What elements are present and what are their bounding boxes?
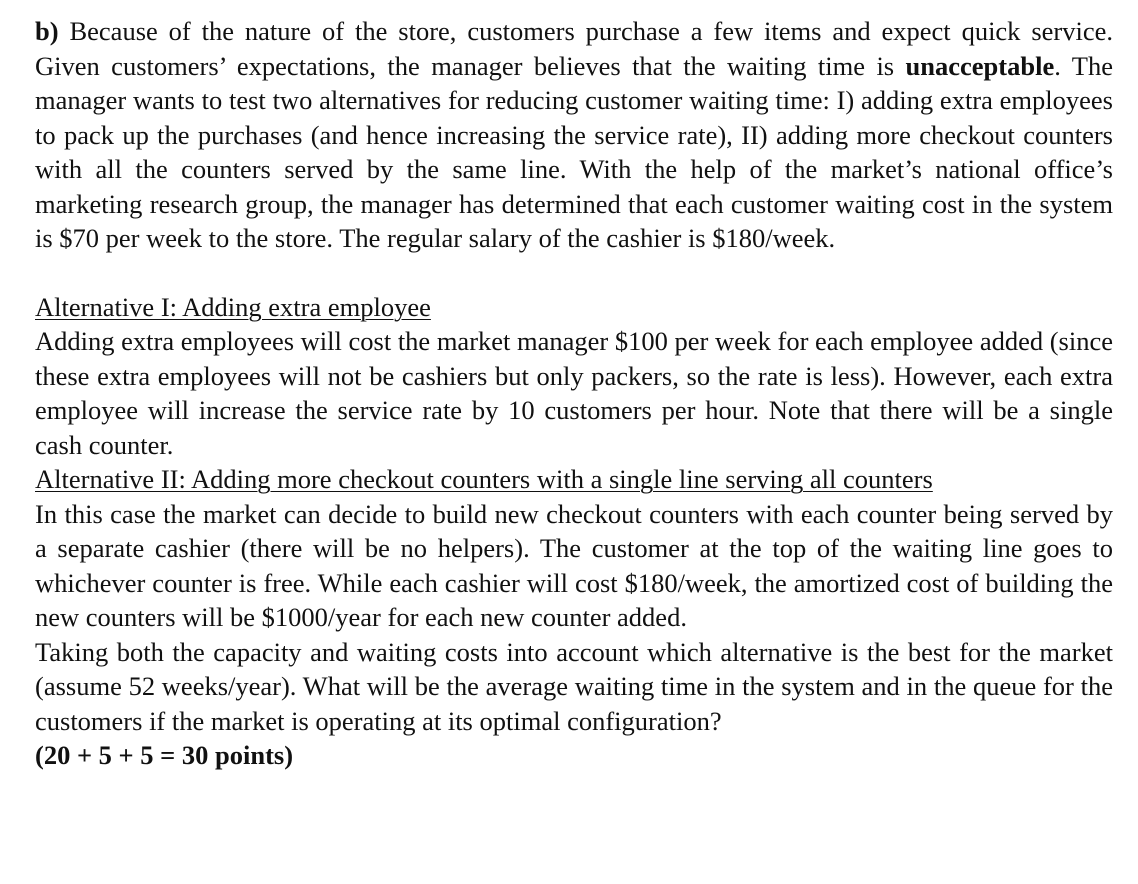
alternative-1-heading: Alternative I: Adding extra employee <box>35 291 431 322</box>
alternative-2-heading: Alternative II: Adding more checkout counters with a single line serving all counters <box>35 464 933 494</box>
question-points <box>35 738 1113 773</box>
alternative-2-body: In this case the market can decide to build new checkout counters with each counter being served by a separate cashier (there will be no helpers). The customer at the top of the waiting line goes to whichever counter is free. While each cashier will cost $180/week, the amortized cost of building the new counters will be $1000/year for each new counter added. <box>35 498 1113 632</box>
question-text: Taking both the capacity and waiting costs into account which alternative is the best for the market (assume 52 weeks/year). What will be the average waiting time in the system and in the queue for the customers if the market is operating at its optimal configuration? <box>35 636 1113 736</box>
part-b-intro: Because of the nature of the store, customers purchase a few items and expect quick service. Given customers’ expectations, the manager believes that the waiting time is <box>35 16 1113 81</box>
part-b-label: b) <box>35 16 59 46</box>
points-label: (20 + 5 + 5 = 30 points) <box>35 740 294 770</box>
document-body <box>35 14 1113 773</box>
alternative-1-body: Adding extra employees will cost the market manager $100 per week for each employee added (since these extra employees will not be cashiers but only packers, so the rate is less). However, each extra employee will increase the service rate by 10 customers per hour. Note that there will be a single cash counter. <box>35 326 1113 460</box>
part-b-paragraph <box>35 14 1113 256</box>
part-b-emphasis: unacceptable <box>905 50 1055 81</box>
paragraph-spacer <box>35 256 1113 290</box>
part-b-rest: . The manager wants to test two alternatives for reducing customer waiting time: I) adding extra employees to pack up the purchases (and hence increasing the service rate), II) adding more checkout counters with all the counters served by the same line. With the help of the market’s national office’s marketing research group, the manager has determined that each customer waiting cost in the system is $70 per week to the store. The regular salary of the cashier is $180/week. <box>35 50 1113 253</box>
